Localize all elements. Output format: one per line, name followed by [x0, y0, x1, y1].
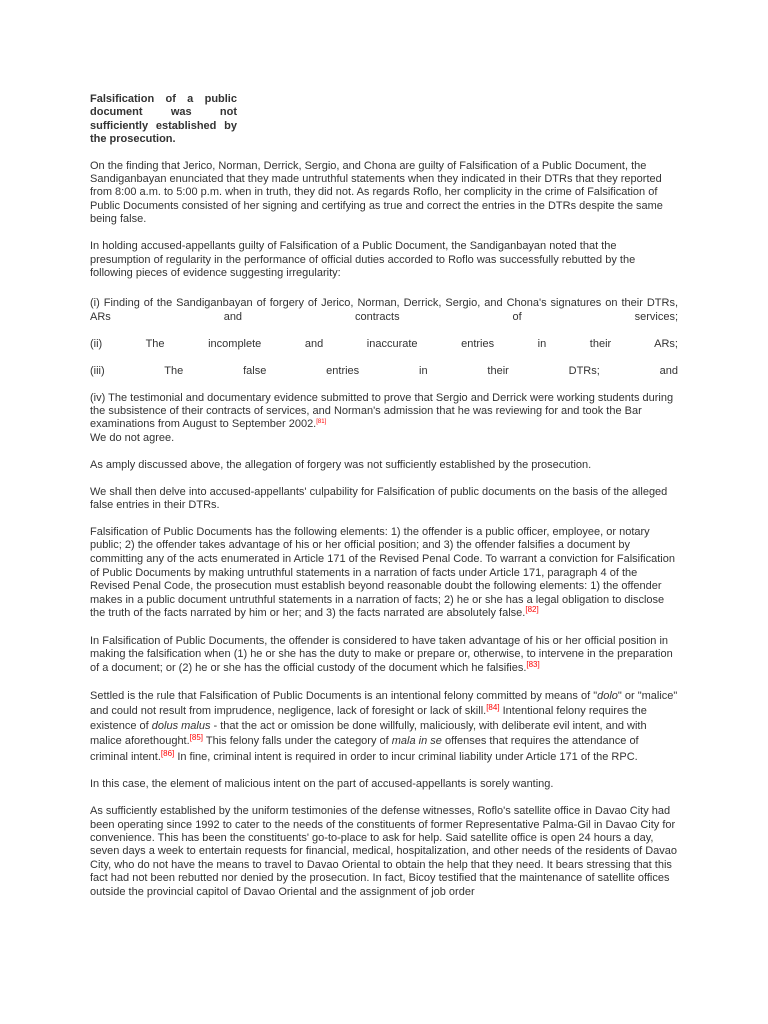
paragraph-text: Intentional felony requires the existence of: [90, 704, 647, 733]
italic-term: mala in se: [391, 735, 442, 748]
paragraph: We do not agree.: [90, 431, 175, 444]
paragraph: We shall then delve into accused-appellants' culpability for Falsification of public documents on the basis of the alleged false entries in their DTRs.: [90, 485, 668, 511]
paragraph: In holding accused-appellants guilty of Falsification of a Public Document, the Sandiganbayan noted that the presumption of regularity in the performance of official duties accorded to Roflo was successfully rebutted by the following pieces of evidence suggesting irregularity:: [90, 240, 636, 279]
footnote-ref[interactable]: [85]: [189, 733, 204, 743]
paragraph: As sufficiently established by the uniform testimonies of the defense witnesses, Roflo's satellite office in Davao City had been operating since 1992 to cater to the needs of the constituents of former Representative Palma-Gil in Davao City for convenience. This has been the constituents' go-to-place to ask for help. Said satellite office is open 24 hours a day, seven days a week to entertain requests for financial, medical, hospitalization, and other needs of the residents of Davao City, who do not have the means to travel to Davao Oriental to obtain the help that they need. It bears stressing that this fact had not been rebutted nor denied by the prosecution. In fact, Bicoy testified that the maintenance of satellite offices outside the provincial capitol of Davao Oriental and the assignment of job order: [90, 805, 678, 898]
paragraph-text: In Falsification of Public Documents, the offender is considered to have taken advantage of his or her official position in making the falsification when (1) he or she has the duty to make or prepare or, otherwise, to intervene in the preparation of a document; or (2) he or she has the official custody of the document which he falsifies.: [90, 634, 673, 674]
paragraph: On the finding that Jerico, Norman, Derrick, Sergio, and Chona are guilty of Falsification of a Public Document, the Sandiganbayan enunciated that they made untruthful statements when they indicated in their DTRs that they reported from 8:00 a.m. to 5:00 p.m. when in truth, they did not. As regards Roflo, her complicity in the crime of Falsification of Public Documents consisted of her signing and certifying as true and correct the entries in the DTRs despite the same being false.: [90, 159, 663, 226]
document-body: [90, 93, 678, 913]
list-item: (iii) The false entries in their DTRs; and: [90, 364, 678, 377]
list-item-text: (iv) The testimonial and documentary evidence submitted to prove that Sergio and Derrick were working students during the subsistence of their contracts of services, and Norman's admission that he was reviewing for and took the Bar examinations from August to September 2002.: [90, 391, 674, 431]
footnote-ref[interactable]: [82]: [525, 605, 539, 615]
paragraph-text: Falsification of Public Documents has the following elements: 1) the offender is a public officer, employee, or notary public; 2) the offender takes advantage of his or her official position; and 3) the offender falsifies a document by committing any of the acts enumerated in Article 171 of the Revised Penal Code. To warrant a conviction for Falsification of Public Documents by making untruthful statements in a narration of facts under Article 171, paragraph 4 of the Revised Penal Code, the prosecution must establish beyond reasonable doubt the following elements: 1) the offender makes in a public document untruthful statements in a narration of facts; 2) he or she has a legal obligation to disclose the truth of the facts narrated by him or her; and 3) the facts narrated are absolutely false.: [90, 525, 675, 620]
list-item: [90, 392, 678, 432]
list-item: (i) Finding of the Sandiganbayan of forgery of Jerico, Norman, Derrick, Sergio, and Chona's signatures on their DTRs, ARs and contracts of services;: [90, 297, 678, 323]
italic-term: dolus malus: [151, 720, 211, 733]
paragraph: [90, 635, 678, 676]
paragraph-text: In fine, criminal intent is required in order to incur criminal liability under Article 171 of the RPC.: [174, 750, 638, 763]
paragraph-text: This felony falls under the category of: [203, 735, 392, 748]
paragraph-text: Settled is the rule that Falsification of Public Documents is an intentional felony committed by means of ": [90, 689, 598, 702]
paragraph-text: - that the act or omission be done willfully, maliciously, with deliberate evil intent, and with malice aforethought.: [90, 720, 647, 748]
footnote-ref[interactable]: [84]: [486, 702, 500, 712]
footnote-ref[interactable]: [83]: [526, 659, 540, 669]
paragraph: As amply discussed above, the allegation of forgery was not sufficiently established by the prosecution.: [90, 458, 592, 471]
footnote-ref[interactable]: [81]: [316, 419, 327, 426]
paragraph: [90, 526, 678, 621]
paragraph: In this case, the element of malicious intent on the part of accused-appellants is sorely wanting.: [90, 778, 554, 791]
section-heading: Falsification of a public document was not sufficiently established by the prosecution.: [90, 93, 237, 146]
paragraph-text: " or "malice" and could not result from imprudence, negligence, lack of foresight or lack of skill.: [90, 689, 678, 717]
paragraph-text: offenses that requires the attendance of criminal intent.: [90, 735, 639, 763]
list-item: (ii) The incomplete and inaccurate entries in their ARs;: [90, 337, 678, 350]
paragraph: [90, 689, 678, 765]
footnote-ref[interactable]: [86]: [160, 748, 175, 758]
italic-term: dolo: [597, 689, 618, 702]
